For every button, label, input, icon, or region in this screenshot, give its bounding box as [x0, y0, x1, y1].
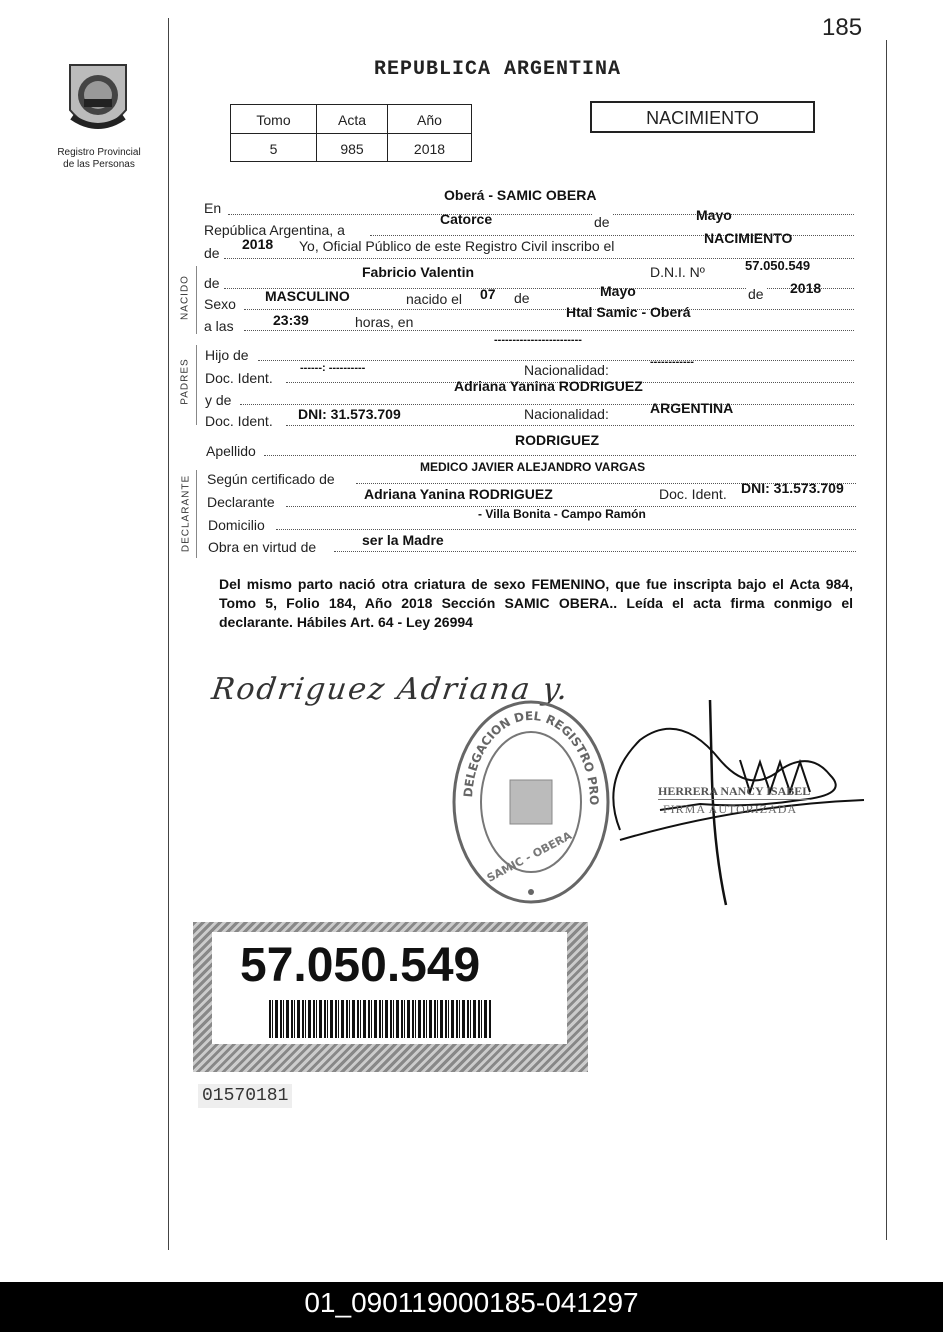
nacido-de-label3: de: [748, 286, 764, 302]
registry-seal-icon: [450, 700, 612, 905]
cert-value: MEDICO JAVIER ALEJANDRO VARGAS: [420, 460, 646, 474]
declarante-doc-label: Doc. Ident.: [659, 486, 727, 502]
declarante-section-label: DECLARANTE: [180, 474, 192, 553]
declarante-label: Declarante: [207, 494, 275, 510]
father-nac-label: Nacionalidad:: [524, 362, 609, 378]
nacido-time: 23:39: [273, 312, 309, 328]
declarant-signature: Rodriguez Adriana y.: [209, 672, 572, 707]
declarante-doc: DNI: 31.573.709: [741, 480, 844, 496]
mother-name: Adriana Yanina RODRIGUEZ: [454, 378, 643, 394]
cert-label: Según certificado de: [207, 471, 335, 487]
nacido-sexo: MASCULINO: [265, 288, 350, 304]
nacido-year: 2018: [790, 280, 822, 296]
nacido-el-label: nacido el: [406, 291, 463, 307]
official-role: FIRMA AUTORIZADA: [663, 802, 798, 816]
entry-act: NACIMIENTO: [704, 230, 793, 246]
padres-section-label: PADRES: [179, 358, 191, 405]
entry-de2-label: de: [204, 245, 220, 261]
obra-value: ser la Madre: [362, 532, 444, 548]
nacido-day: 07: [480, 286, 496, 302]
table-header-acta: Acta: [337, 112, 366, 128]
entry-year: 2018: [242, 236, 274, 252]
mother-nac-label: Nacionalidad:: [524, 406, 609, 422]
domicilio-label: Domicilio: [208, 517, 265, 533]
mother-nac: ARGENTINA: [650, 400, 734, 416]
table-header-ano: Año: [417, 112, 442, 128]
father-doc: ------: ----------: [300, 362, 366, 374]
seal-bottom-text: SAMIC - OBERA: [484, 829, 574, 885]
hijo-de-label: Hijo de: [205, 347, 249, 363]
table-value-ano: 2018: [413, 141, 446, 157]
sexo-label: Sexo: [204, 296, 236, 312]
table-header-tomo: Tomo: [256, 112, 291, 128]
declarante-name: Adriana Yanina RODRIGUEZ: [364, 486, 553, 502]
apellido-value: RODRIGUEZ: [515, 432, 599, 448]
entry-de-label: de: [594, 214, 610, 230]
dni-sticker-number: 57.050.549: [240, 939, 481, 992]
mother-doc: DNI: 31.573.709: [298, 406, 401, 422]
dni-sticker: [193, 922, 588, 1072]
birth-note: Del mismo parto nació otra criatura de sexo FEMENINO, que fue inscripta bajo el Acta 984, Tomo 5, Folio 184, Año 2018 Sección SAMIC OBERA.. Leída el acta firma conmigo el declarante. Hábiles Art. 64 - Ley 26994: [219, 576, 853, 630]
record-type-label: NACIMIENTO: [646, 108, 759, 128]
nacido-de-label2: de: [514, 290, 530, 306]
apellido-label: Apellido: [206, 443, 256, 459]
nacido-de-label: de: [204, 275, 220, 291]
inscribo-text: Yo, Oficial Público de este Registro Civil inscribo el: [299, 238, 615, 254]
y-de-label: y de: [205, 392, 232, 408]
right-margin-rule: [886, 40, 887, 1240]
horas-en-label: horas, en: [355, 314, 414, 330]
republica-label: República Argentina, a: [204, 222, 345, 238]
nacido-section-label: NACIDO: [179, 275, 191, 320]
dni-barcode: [269, 1000, 491, 1038]
obra-label: Obra en virtud de: [208, 539, 317, 555]
table-value-acta: 985: [340, 141, 364, 157]
province-logo: [62, 55, 134, 145]
document-footer-code: 01_090119000185-041297: [0, 1282, 943, 1332]
dni-label: D.N.I. Nº: [650, 264, 705, 280]
dni-sticker-serial: 01570181: [198, 1084, 292, 1108]
father-name: ------------------------: [494, 334, 582, 346]
seal-ring-text: DELEGACION DEL REGISTRO PRO: [461, 708, 602, 806]
domicilio-value: - Villa Bonita - Campo Ramón: [478, 507, 646, 521]
document-title: REPUBLICA ARGENTINA: [374, 58, 622, 81]
left-margin-rule: [168, 18, 169, 1250]
a-las-label: a las: [204, 318, 234, 334]
page-number: 185: [822, 14, 863, 41]
logo-caption-line2: de las Personas: [63, 159, 135, 170]
nacido-dni: 57.050.549: [745, 258, 811, 273]
registry-seal: [450, 700, 612, 905]
entry-place: Oberá - SAMIC OBERA: [444, 187, 597, 203]
register-table: [230, 104, 472, 162]
nacido-month: Mayo: [600, 283, 636, 299]
en-label: En: [204, 200, 222, 216]
official-name: HERRERA NANCY ISABEL: [658, 784, 811, 798]
table-value-tomo: 5: [269, 141, 278, 157]
province-emblem-icon: [62, 55, 134, 145]
mother-doc-label: Doc. Ident.: [205, 413, 273, 429]
father-nac: ------------: [650, 356, 694, 368]
father-doc-label: Doc. Ident.: [205, 370, 273, 386]
entry-day-word: Catorce: [440, 211, 493, 227]
nacido-name: Fabricio Valentin: [362, 264, 475, 280]
nacido-place: Htal Samic - Oberá: [566, 304, 691, 320]
logo-caption-line1: Registro Provincial: [57, 147, 141, 158]
record-type-box: [590, 101, 815, 133]
entry-month: Mayo: [696, 207, 732, 223]
